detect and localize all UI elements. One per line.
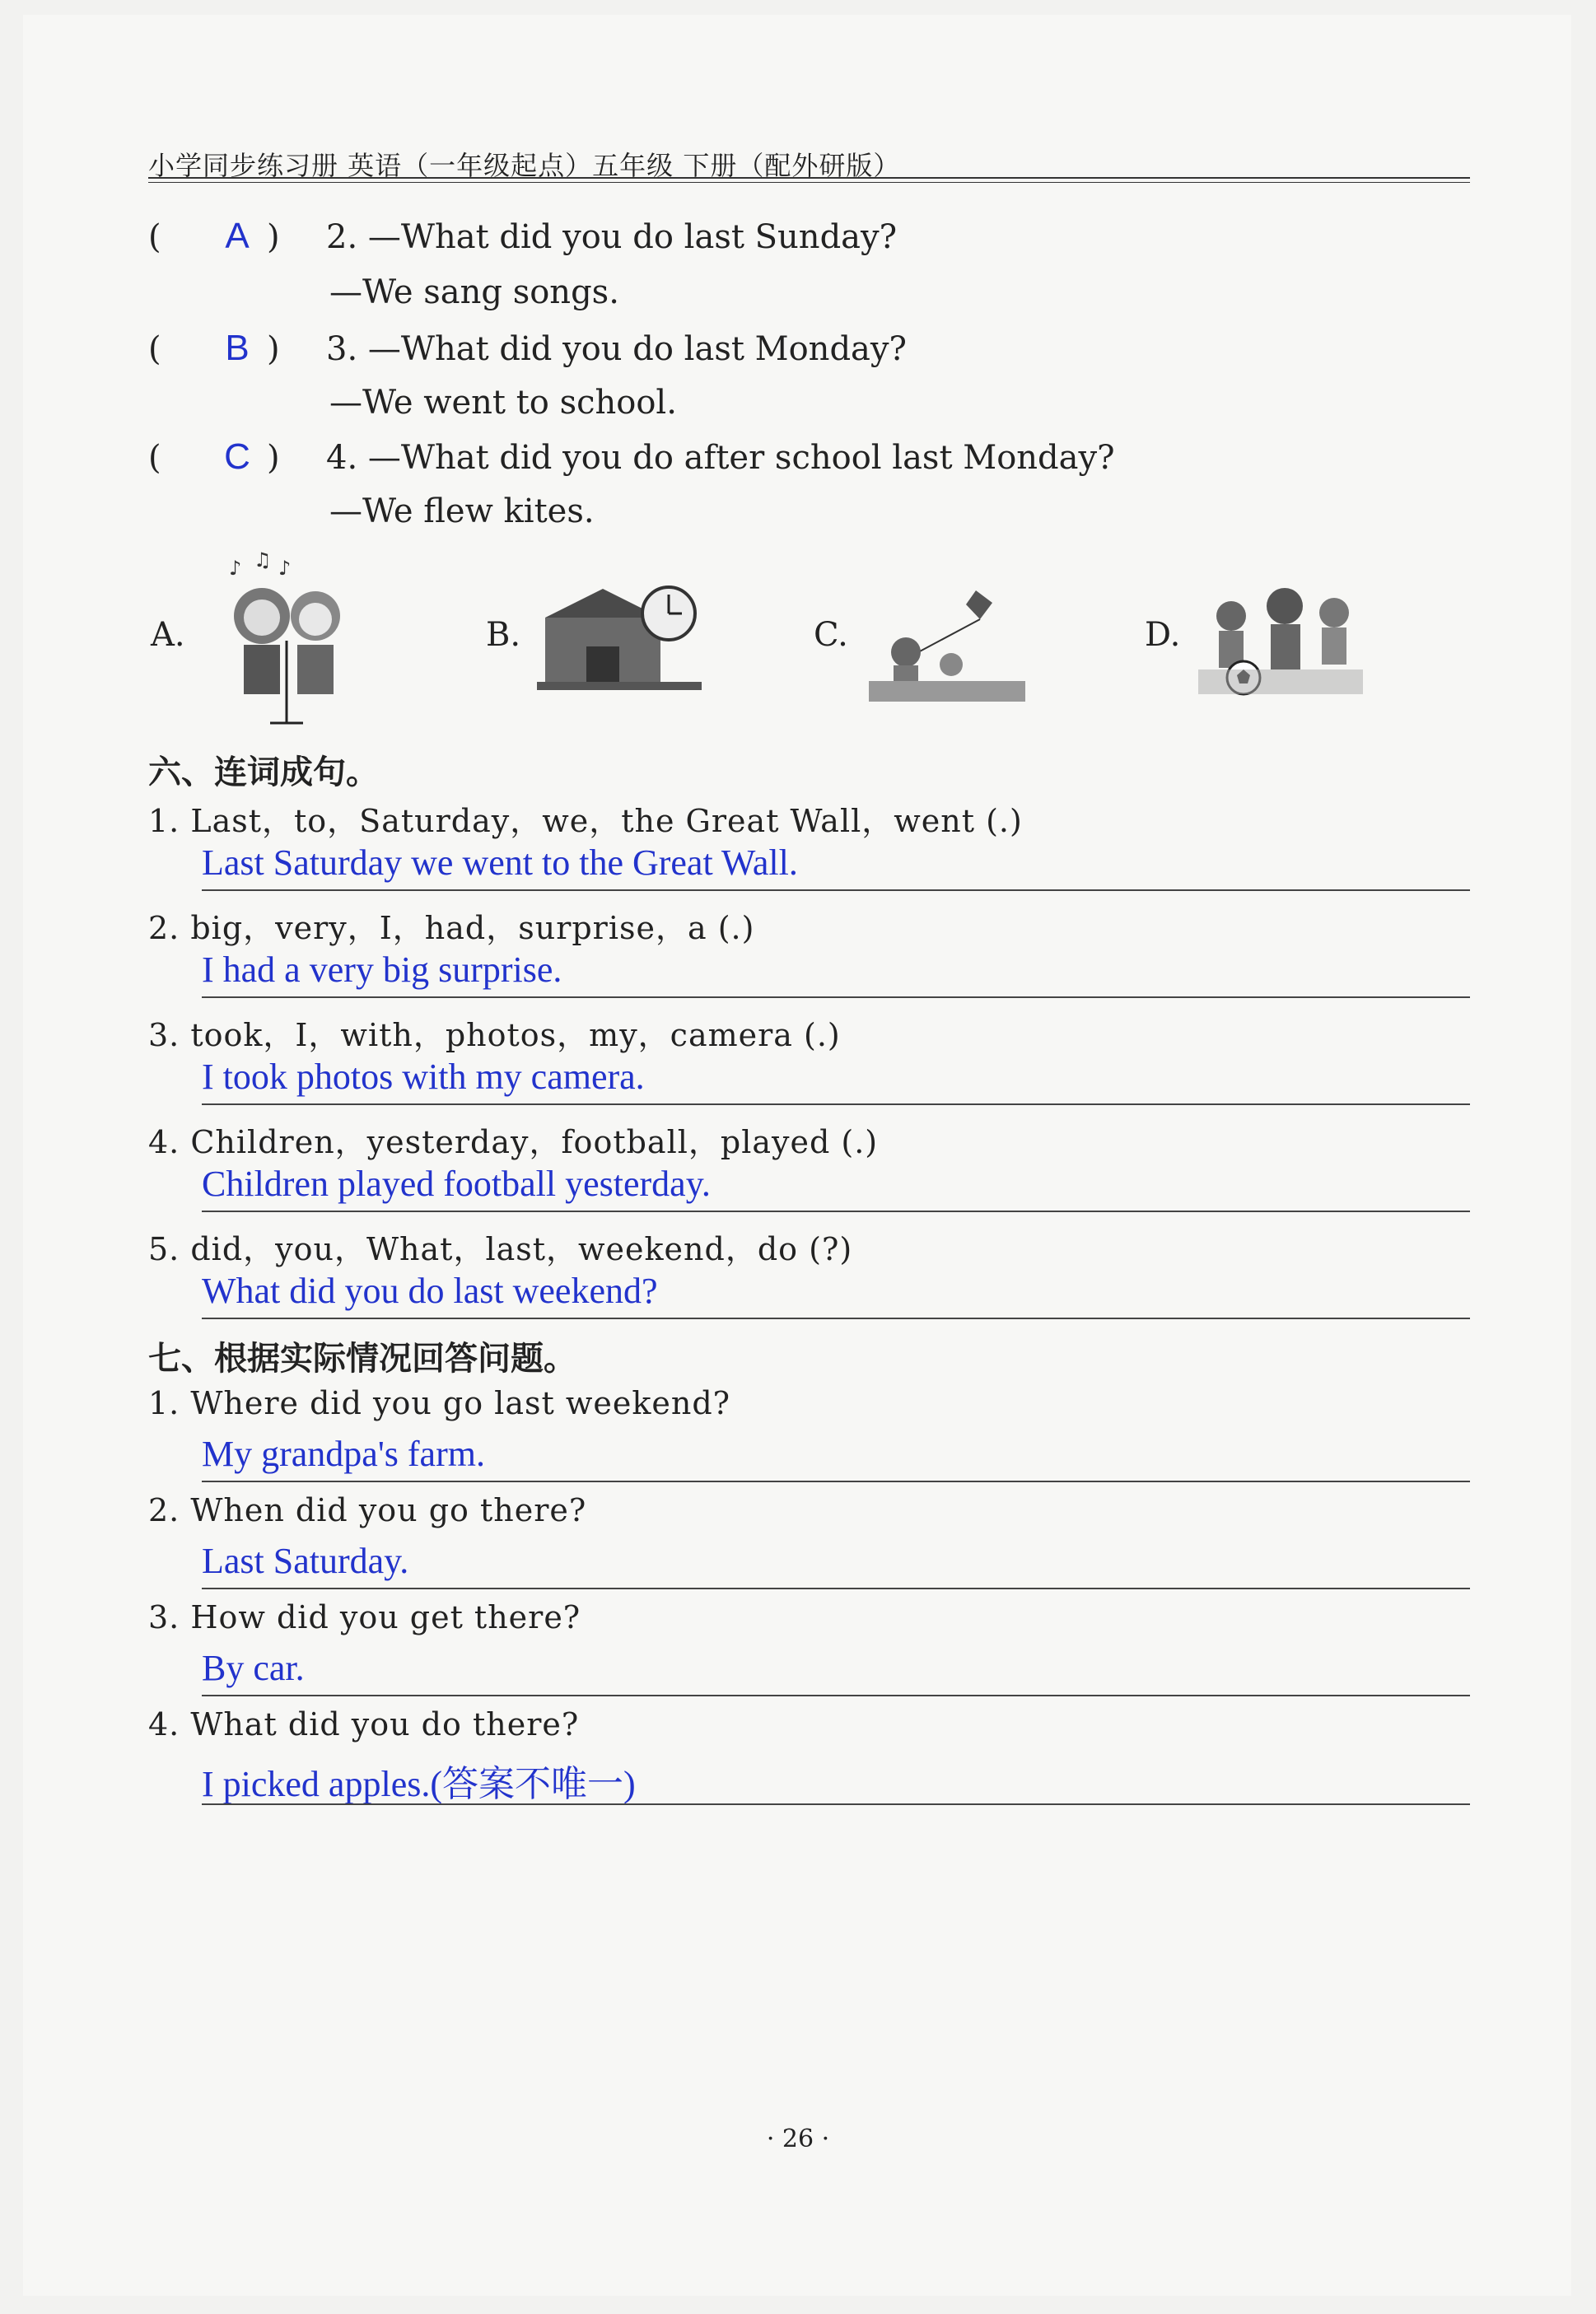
- playing-football-picture: [1198, 583, 1363, 698]
- sentence-answer-2: I had a very big surprise.: [202, 949, 562, 990]
- question-prompt-1: [148, 1385, 730, 1421]
- sentence-prompt-5: [148, 1224, 852, 1269]
- item-number: 4.: [148, 1706, 180, 1742]
- question-prompt-2: [148, 1492, 586, 1528]
- header-rule: [148, 177, 1470, 179]
- prompt-text: How did you get there?: [190, 1599, 581, 1635]
- question-answer-4: I picked apples.(答案不唯一): [202, 1764, 636, 1804]
- answer-line: [202, 1103, 1470, 1105]
- item-number: 4.: [148, 1124, 180, 1160]
- svg-text:♫: ♫: [254, 550, 272, 572]
- prompt-text: did，you，What，last，weekend，do (?): [190, 1231, 853, 1267]
- item-number: 3.: [326, 330, 358, 368]
- school-clock-picture: [537, 576, 702, 692]
- flying-kites-picture: [869, 586, 1025, 702]
- header-rule-thin: [148, 182, 1470, 183]
- question-text: —What did you do last Monday?: [367, 330, 907, 368]
- option-c-label: C.: [814, 616, 848, 654]
- singing-children-picture: [212, 550, 361, 731]
- answer-letter: C: [224, 436, 250, 477]
- answer-line: [202, 1695, 1470, 1696]
- question-text: —What did you do last Sunday?: [367, 218, 898, 256]
- question-answer-2: Last Saturday.: [202, 1541, 409, 1581]
- option-d-label: D.: [1145, 616, 1181, 654]
- prompt-text: When did you go there?: [190, 1492, 587, 1528]
- answer-line: [202, 1318, 1470, 1319]
- item-number: 3.: [148, 1017, 180, 1053]
- prompt-text: big，very，I，had，surprise，a (.): [190, 910, 755, 946]
- page-header: 小学同步练习册 英语（一年级起点）五年级 下册（配外研版）: [148, 150, 901, 181]
- answer-letter: A: [225, 216, 250, 256]
- sentence-answer-5: What did you do last weekend?: [202, 1271, 658, 1311]
- item-number: 2.: [326, 218, 358, 256]
- question-prompt-4: [148, 1706, 579, 1742]
- match-item-2: ( A ) 2. —What did you do last Sunday?: [148, 216, 898, 256]
- reply-text: —We went to school.: [329, 384, 677, 422]
- prompt-text: took，I，with，photos，my，camera (.): [190, 1017, 841, 1053]
- question-answer-3: By car.: [202, 1648, 305, 1688]
- item-number: 3.: [148, 1599, 180, 1635]
- section-7-title: 七、根据实际情况回答问题。: [148, 1340, 576, 1378]
- sentence-answer-4: Children played football yesterday.: [202, 1164, 711, 1204]
- reply-text: —We sang songs.: [329, 273, 619, 311]
- item-number: 2.: [148, 1492, 180, 1528]
- reply-text: —We flew kites.: [329, 492, 595, 530]
- sentence-prompt-3: [148, 1010, 841, 1055]
- option-b-label: B.: [486, 616, 521, 654]
- question-answer-1: My grandpa's farm.: [202, 1434, 485, 1474]
- question-prompt-3: [148, 1599, 581, 1635]
- svg-text:♪: ♪: [229, 557, 242, 580]
- prompt-text: Children，yesterday，football，played (.): [190, 1124, 879, 1160]
- sentence-answer-3: I took photos with my camera.: [202, 1057, 645, 1097]
- answer-line: [202, 996, 1470, 998]
- sentence-prompt-4: [148, 1117, 878, 1162]
- item-number: 5.: [148, 1231, 180, 1267]
- answer-line: [202, 1211, 1470, 1212]
- sentence-prompt-1: [148, 795, 1023, 841]
- sentence-answer-1: Last Saturday we went to the Great Wall.: [202, 842, 798, 883]
- answer-line: [202, 1803, 1470, 1805]
- answer-line: [202, 1588, 1470, 1589]
- prompt-text: Last，to，Saturday，we，the Great Wall，went (.): [190, 803, 1023, 839]
- sentence-prompt-2: [148, 903, 754, 948]
- item-number: 2.: [148, 910, 180, 946]
- section-6-title: 六、连词成句。: [148, 753, 379, 791]
- answer-line: [202, 889, 1470, 891]
- answer-letter: B: [225, 328, 250, 368]
- match-item-4: ( C ) 4. —What did you do after school last Monday?: [148, 436, 1115, 477]
- prompt-text: What did you do there?: [190, 1706, 580, 1742]
- item-number: 1.: [148, 803, 180, 839]
- answer-line: [202, 1481, 1470, 1482]
- prompt-text: Where did you go last weekend?: [190, 1385, 731, 1421]
- item-number: 4.: [326, 439, 358, 477]
- page-number: · 26 ·: [766, 2125, 830, 2153]
- svg-text:♪: ♪: [278, 557, 292, 580]
- question-text: —What did you do after school last Monday?: [367, 439, 1115, 477]
- item-number: 1.: [148, 1385, 180, 1421]
- option-a-label: A.: [151, 616, 185, 654]
- match-item-3: ( B ) 3. —What did you do last Monday?: [148, 328, 907, 368]
